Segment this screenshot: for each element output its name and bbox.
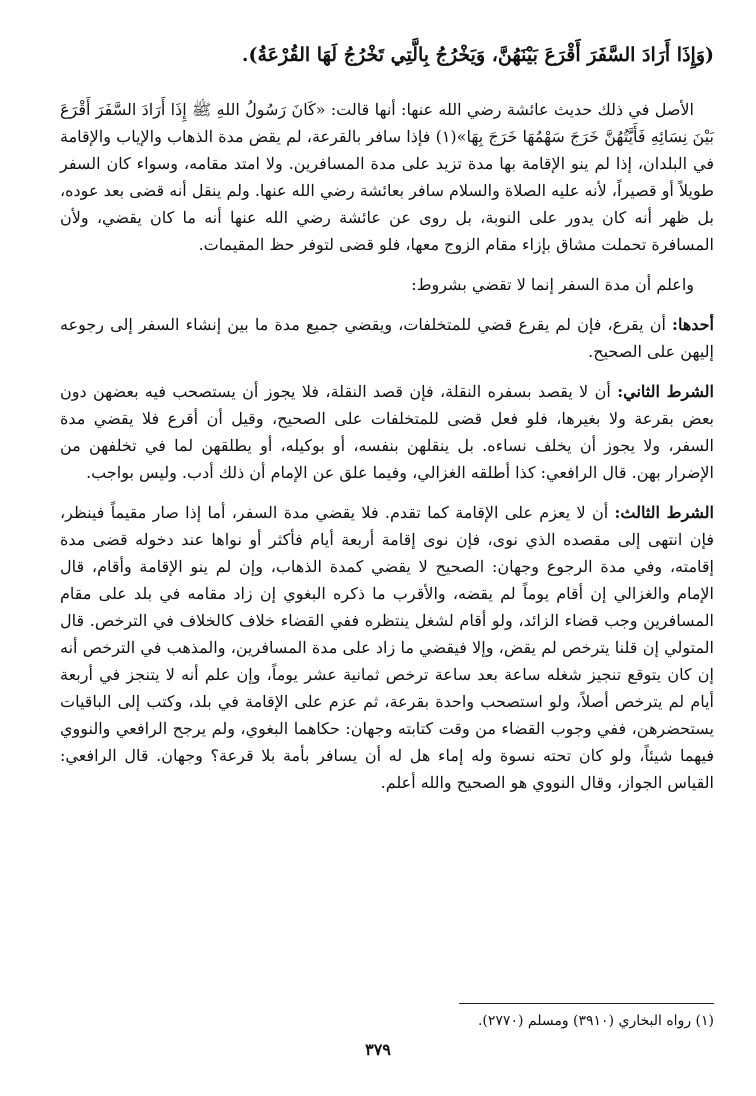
footnote-divider <box>459 1003 714 1004</box>
paragraph-text: الأصل في ذلك حديث عائشة رضي الله عنها: أنها قالت: «كَانَ رَسُولُ اللهِ ﷺ إِذَا أَرَادَ السَّفَرَ أَقْرَعَ بَيْنَ نِسَائِهِ فَأَيَّتُهُنَّ خَرَجَ سَهْمُهَا خَرَجَ بِهَا»(١) فإذا سافر بالقرعة، لم يقض مدة الذهاب والإياب والإقامة في البلدان، إذا لم ينو الإقامة بها مدة تزيد على مدة المسافرين. ولا امتد مقامه، وسواء كان السفر طويلاً أو قصيراً، لأنه عليه الصلاة والسلام سافر بعائشة رضي الله عنها. ولم ينقل أنه قضى بعد عوده، بل ظهر أنه كان يدور على النوبة، بل روى عن عائشة رضي الله عنها أنه ما كان يقضي، ولأن المسافرة تحملت مشاق بإزاء مقام الزوج معها، فلو قضى لتوفر حظ المقيمات. <box>60 100 715 254</box>
paragraph-condition-3 <box>60 499 714 796</box>
paragraph-lead: الشرط الثاني: <box>617 382 714 401</box>
main-text <box>60 96 714 796</box>
paragraph-condition-1 <box>60 311 714 365</box>
paragraph-text: أن لا يقصد بسفره النقلة، فإن قصد النقلة، فلا يجوز أن يستصحب فيه بعضهن دون بعض بقرعة ولا بغيرها، فلو فعل قضى للمتخلفات على الصحيح، وقيل أن أقرع فلا يقضي مدة السفر، ولا يجوز أن يخلف نساءه. بل ينقلهن بنفسه، أو بوكيله، أو يطلقهن لما في تخلفهن من الإضرار بهن. قال الرافعي: كذا أطلقه الغزالي، وفيما علق عن الإمام أن ذلك أدب. وليس بواجب. <box>60 382 714 482</box>
paragraph-text: أن لا يعزم على الإقامة كما تقدم. فلا يقضي مدة السفر، أما إذا صار مقيماً فينظر، فإن انتهى إلى مقصده الذي نوى، فإن نوى إقامة أربعة أيام فأكثر أو نواها عند دخوله قضى مدة إقامته، وفي مدة الرجوع وجهان: الصحيح لا يقضي كمدة الذهاب، وإن لم ينو الإقامة وأقام، قال الإمام والغزالي إن أقام يوماً لم يقضه، والأقرب ما ذكره البغوي إن زاد مقامه في بلد على مقام المسافرين وجب قضاء الزائد، ولو أقام لشغل ينتظره ففي القضاء خلاف كالخلاف في الترخص. قال المتولي إن قلنا يترخص لم يقض، وإلا فيقضي ما زاد على مدة المسافرين، والمذهب في الترخص أنه إن كان يتوقع تنجيز شغله ساعة بعد ساعة ترخص ثمانية عشر يوماً، وإن علم أنه لا يتنجز في أربعة أيام لم يترخص أصلاً، ولو استصحب واحدة بقرعة، ثم عزم على الإقامة في بلد، وكتب إلى الباقيات يستحضرهن، ففي وجوب القضاء من وقت كتابته وجهان: حكاهما البغوي، ولم يرجح الرافعي والنووي فيهما شيئاً، ولو كان تحته نسوة وله إماء هل له أن يسافر بأمة بلا قرعة؟ وجهان. قال الرافعي: القياس الجواز، وقال النووي هو الصحيح والله أعلم. <box>60 503 715 792</box>
paragraph-text: واعلم أن مدة السفر إنما لا تقضي بشروط: <box>411 275 694 294</box>
paragraph-lead: أحدها: <box>672 315 714 334</box>
paragraph-hadith <box>60 96 714 258</box>
paragraph-lead: الشرط الثالث: <box>614 503 715 522</box>
paragraph-conditions-intro <box>60 271 714 298</box>
paragraph-text: أن يقرع، فإن لم يقرع قضي للمتخلفات، ويقضي جميع مدة ما بين إنشاء السفر إلى رجوعه إليهن على الصحيح. <box>60 315 714 361</box>
paragraph-condition-2 <box>60 378 714 486</box>
page-number: ٣٧٩ <box>365 1040 391 1059</box>
footnote: (١) رواه البخاري (٣٩١٠) ومسلم (٢٧٧٠). <box>477 1013 714 1029</box>
verse-heading: (وَإِذَا أَرَادَ السَّفَرَ أَقْرَعَ بَيْنَهُنَّ، وَيَخْرُجُ بِالَّتِي تَخْرُجُ لَهَا القُرْعَةُ). <box>241 44 714 66</box>
